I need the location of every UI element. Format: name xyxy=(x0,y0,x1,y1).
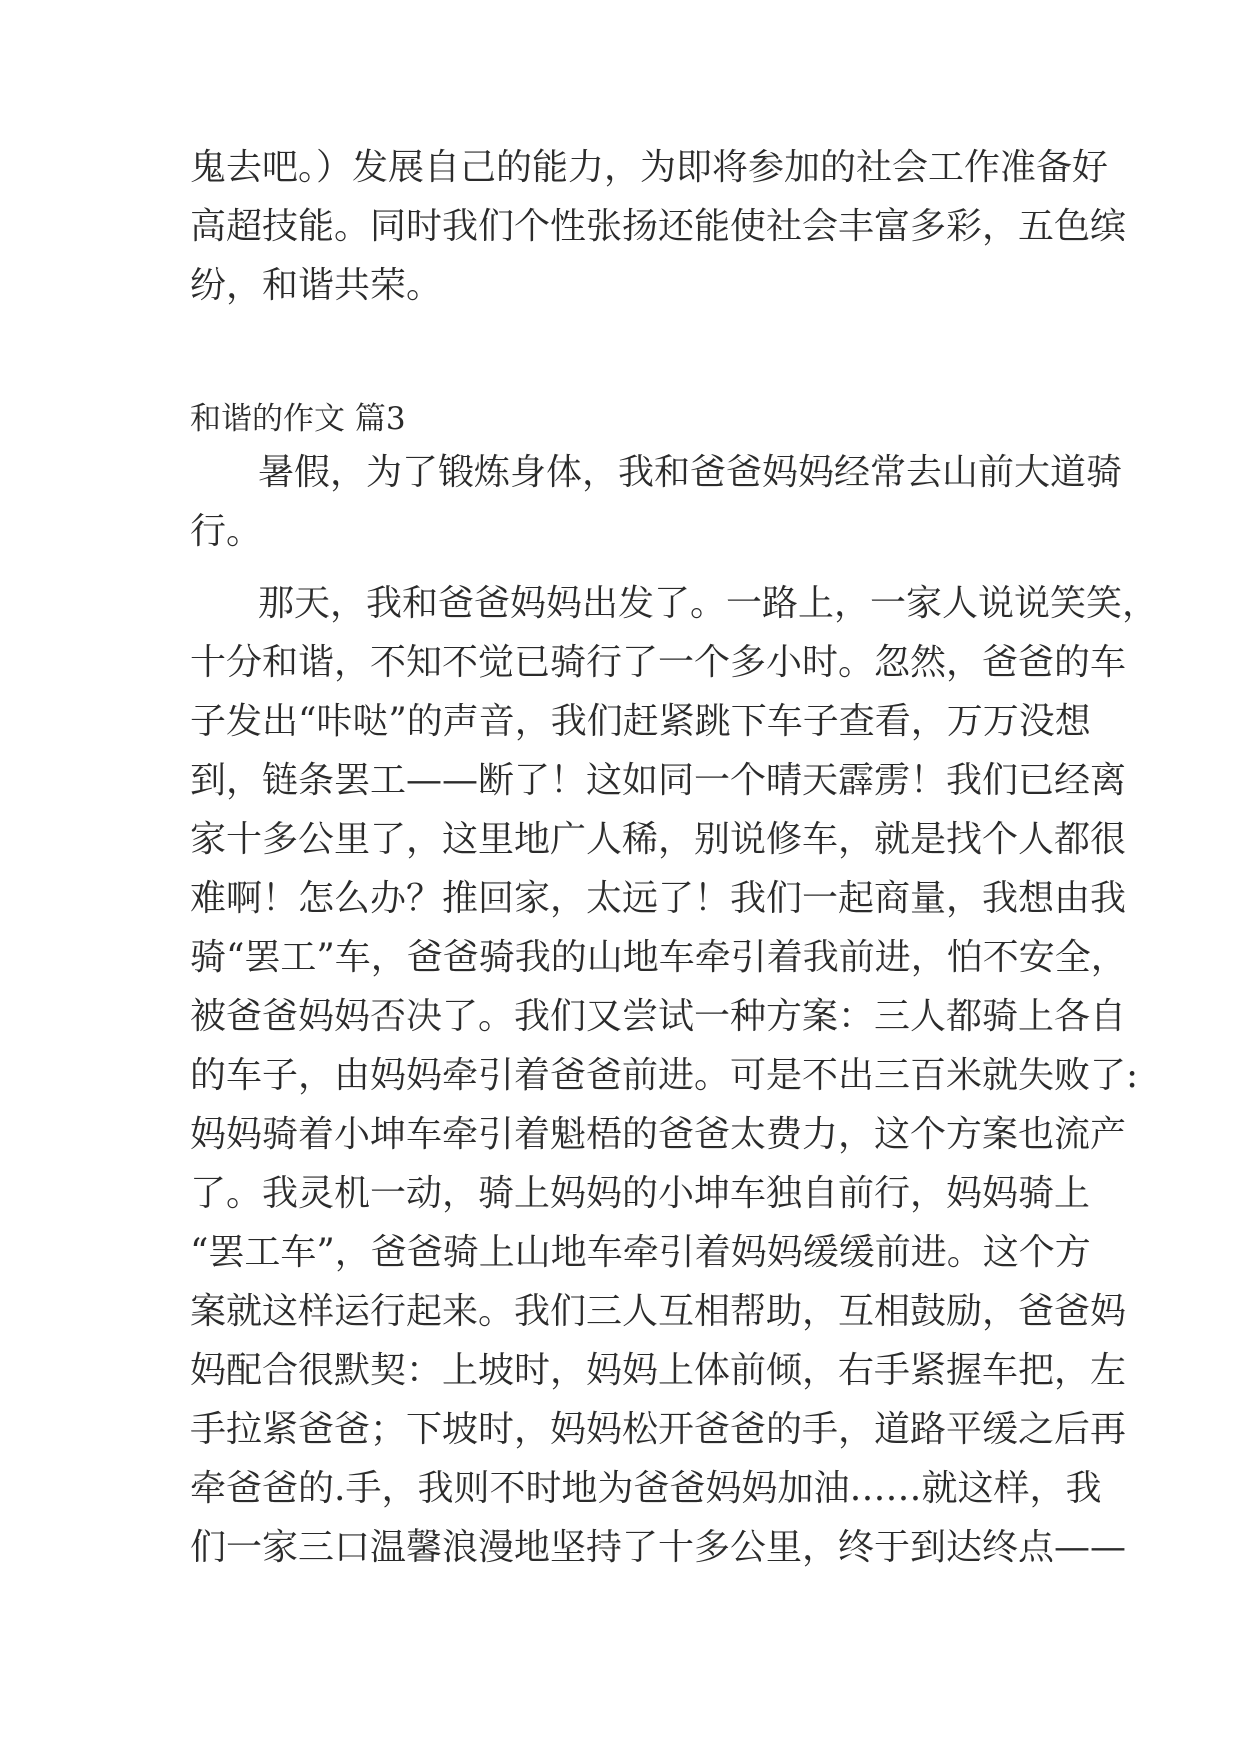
paragraph-1-line: 暑假，为了锻炼身体，我和爸爸妈妈经常去山前大道骑 xyxy=(258,452,1123,493)
paragraph-2-line: 骑“罢工”车，爸爸骑我的山地车牵引着我前进，怕不安全， xyxy=(190,937,1127,978)
paragraph-2-line: 案就这样运行起来。我们三人互相帮助，互相鼓励，爸爸妈 xyxy=(190,1291,1127,1332)
paragraph-2-line: 了。我灵机一动，骑上妈妈的小坤车独自前行，妈妈骑上 xyxy=(190,1173,1091,1214)
paragraph-2-line: 那天，我和爸爸妈妈出发了。一路上，一家人说说笑笑， xyxy=(258,583,1159,624)
section-title: 和谐的作文 篇3 xyxy=(190,401,406,437)
paragraph-2-line: 难啊！怎么办？推回家，太远了！我们一起商量，我想由我 xyxy=(190,878,1127,919)
paragraph-2-line: 到，链条罢工——断了！这如同一个晴天霹雳！我们已经离 xyxy=(190,760,1127,801)
prev-paragraph-line: 鬼去吧。）发展自己的能力，为即将参加的社会工作准备好 xyxy=(190,147,1109,188)
paragraph-2-line: 被爸爸妈妈否决了。我们又尝试一种方案：三人都骑上各自 xyxy=(190,996,1127,1037)
paragraph-2-line: 家十多公里了，这里地广人稀，别说修车，就是找个人都很 xyxy=(190,819,1127,860)
paragraph-2-line: 子发出“咔哒”的声音，我们赶紧跳下车子查看，万万没想 xyxy=(190,701,1091,742)
paragraph-2-line: 的车子，由妈妈牵引着爸爸前进。可是不出三百米就失败了: xyxy=(190,1055,1139,1096)
paragraph-2-line: 们一家三口温馨浪漫地坚持了十多公里，终于到达终点—— xyxy=(190,1527,1127,1568)
paragraph-2-line: 妈配合很默契：上坡时，妈妈上体前倾，右手紧握车把，左 xyxy=(190,1350,1127,1391)
prev-paragraph-line: 高超技能。同时我们个性张扬还能使社会丰富多彩，五色缤 xyxy=(190,206,1127,247)
paragraph-1-line: 行。 xyxy=(190,511,263,552)
paragraph-2-line: 妈妈骑着小坤车牵引着魁梧的爸爸太费力，这个方案也流产 xyxy=(190,1114,1127,1155)
paragraph-2-line: “罢工车”，爸爸骑上山地车牵引着妈妈缓缓前进。这个方 xyxy=(190,1232,1091,1273)
paragraph-2-line: 十分和谐，不知不觉已骑行了一个多小时。忽然，爸爸的车 xyxy=(190,642,1127,683)
paragraph-2-line: 手拉紧爸爸；下坡时，妈妈松开爸爸的手，道路平缓之后再 xyxy=(190,1409,1127,1450)
prev-paragraph-line: 纷，和谐共荣。 xyxy=(190,265,443,306)
paragraph-2-line: 牵爸爸的.手，我则不时地为爸爸妈妈加油……就这样，我 xyxy=(190,1468,1102,1509)
